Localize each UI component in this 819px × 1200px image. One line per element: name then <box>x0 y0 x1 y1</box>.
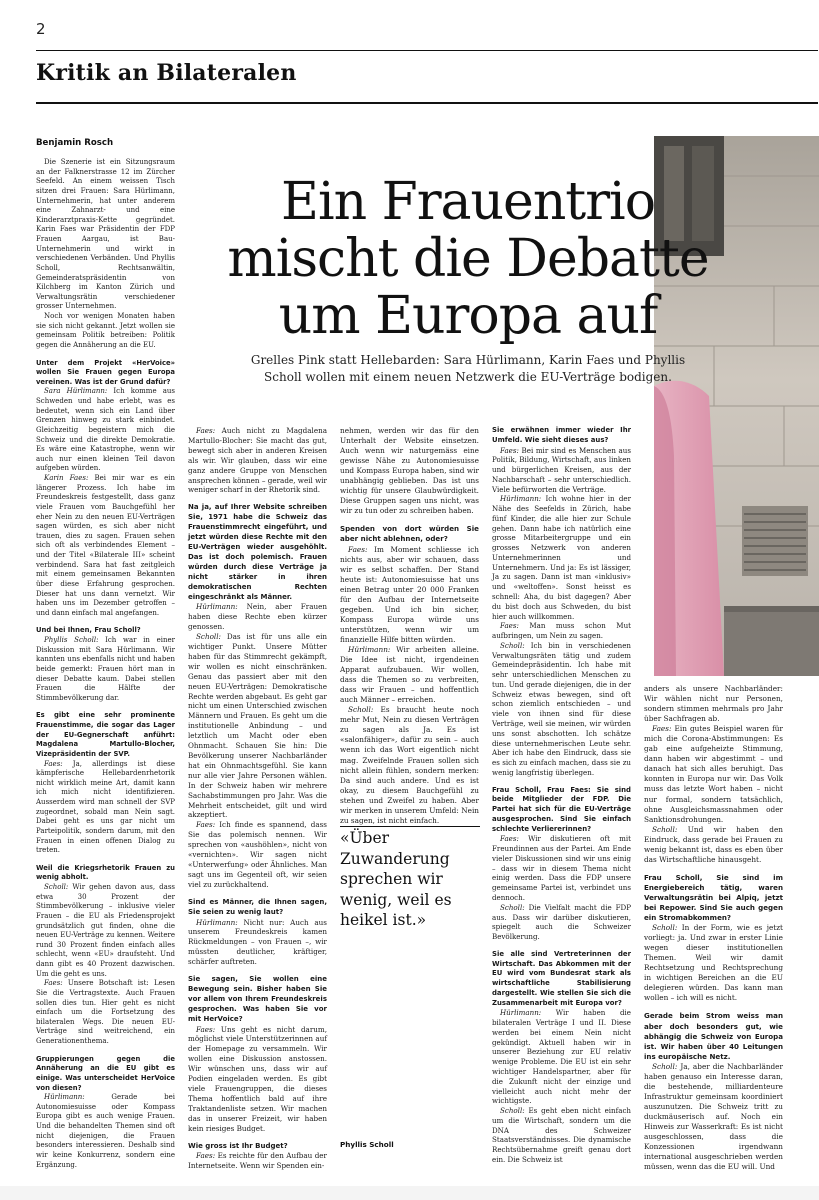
pull-quote: «Über Zuwanderung sprechen wir wenig, weil es heikel ist.» <box>340 829 452 929</box>
speaker-name: Faes: <box>196 820 216 830</box>
answer-text: Die Vielfalt macht die FDP aus. Dass wir darüber diskutieren, spiegelt auch die Schweizer Bevölkerung. <box>492 902 631 942</box>
interview-answer <box>492 494 631 621</box>
speaker-name: Hürlimann: <box>348 644 391 654</box>
speaker-name: Faes: <box>196 1024 216 1034</box>
answer-text: Wir diskutieren oft mit Freundinnen aus der Partei. Am Ende vieler Diskussionen sind wir uns einig – dass wir in diesem Thema nicht einig werden. Dass die FDP unsere gemeinsame Partei ist, verbindet uns dennoch. <box>492 834 631 902</box>
speaker-name: Hürlimann: <box>44 1093 85 1102</box>
article-lead: Grelles Pink statt Hellebarden: Sara Hürlimann, Karin Faes und Phyllis Scholl wollen mit einem neuen Netzwerk die EU-Verträge bodigen. <box>250 353 686 384</box>
interview-answer <box>644 923 783 1003</box>
speaker-name: Scholl: <box>348 705 374 715</box>
interview-answer <box>188 632 327 820</box>
answer-text: Es braucht heute noch mehr Mut, Nein zu diesen Verträgen zu sagen als Ja. Es ist «salonfähiger», dafür zu sein – auch wenn ich das Wort eigentlich nicht mag. Zweifelnde Frauen sollen sich nicht allein fühlen, sondern merken: Da sind auch andere. Und es ist okay, zu diesem Bauchgefühl zu stehen und Zweifel zu haben. Aber wir merken in unserem Umfeld: Nein zu sagen, ist nicht einfach. <box>340 705 479 825</box>
answer-text: Das ist für uns alle ein wichtiger Punkt. Unsere Mütter haben für das Stimmrecht gekämpft, wir wollen es nicht einschränken. Genau das passiert aber mit den neuen EU-Verträgen: Demokratische Rechte werden abgebaut. Es geht gar nicht um einen Unterschied zwischen Männern und Frauen. Es geht um die institutionelle Anbindung – und letztlich um Macht oder eben Ohnmacht. Schauen Sie hin: Die Bevölkerung unserer Nachbarländer hat ein Ohnmachtsgefühl. Sie kann nur alle vier Jahre Personen wählen. In der Schweiz haben wir mehrere Sachabstimmungen pro Jahr. Was die Mehrheit entscheidet, gilt und wird akzeptiert. <box>188 632 327 820</box>
interview-question: Gerade beim Strom weiss man aber doch besonders gut, wie abhängig die Schweiz von Europa ist. Wir haben über 40 Leitungen ins europäische Netz. <box>644 1011 783 1061</box>
speaker-name: Hürlimann: <box>196 917 238 927</box>
interview-answer <box>644 724 783 824</box>
interview-question: Sind es Männer, die Ihnen sagen, Sie seien zu wenig laut? <box>188 897 327 916</box>
answer-text: Ich komme aus Schweden und habe erlebt, was es bedeutet, wenn sich ein Land über Grenzen hinweg zu stark einbindet. Gleichzeitig begeistern mich die Schweiz und die direkte Demokratie. Es wäre eine Katastrophe, wenn wir auch nur einen kleinen Teil davon aufgeben würden. <box>36 387 175 473</box>
interview-question: Spenden von dort würden Sie aber nicht ablehnen, oder? <box>340 524 479 544</box>
page-number: 2 <box>36 20 46 38</box>
answer-text: Auch nicht zu Magdalena Martullo-Blocher: Sie macht das gut, bewegt sich aber in anderen Kreisen als wir. Wir glauben, dass wir eine ganz andere Gruppe von Menschen ansprechen können – gerade, weil wir weniger scharf in der Rhetorik sind. <box>188 426 327 495</box>
speaker-name: Faes: <box>500 621 519 631</box>
answer-text: Nicht nur: Auch aus unserem Freundeskreis kamen Rückmeldungen – von Frauen –, wir müssten deutlicher, kräftiger, schärfer auftreten. <box>188 917 327 967</box>
interview-answer <box>36 1093 175 1170</box>
answer-text: Ein gutes Beispiel waren für mich die Corona-Abstimmungen: Es gab eine aufgeheizte Stimmung, dann haben wir abgestimmt – und danach hat sich alles beruhigt. Das konnten in Europa nur wir. Das Volk muss das letzte Wort haben – nicht nur formal, sondern tatsächlich, ohne Ausgleichsmassnahmen oder Sanktionsdrohungen. <box>644 724 783 824</box>
interview-question: Weil die Kriegsrhetorik Frauen zu wenig abholt. <box>36 863 175 882</box>
interview-answer <box>492 1008 631 1106</box>
speaker-name: Hürlimann: <box>500 1008 542 1018</box>
interview-question: Frau Scholl, Frau Faes: Sie sind beide Mitglieder der FDP. Die Partei hat sich für die EU-Verträge ausgesprochen. Sind Sie einfach schlechte Verliererinnen? <box>492 785 631 833</box>
speaker-name: Scholl: <box>652 824 678 834</box>
speaker-name: Scholl: <box>196 632 221 642</box>
interview-question: Sie alle sind Vertreterinnen der Wirtschaft. Das Abkommen mit der EU wird vom Bundesrat stark als wirtschaftliche Stabilisierung dargestellt. Wie stellen Sie sich die Zusammenarbeit mit Europa vor? <box>492 949 631 1007</box>
speaker-name: Faes: <box>348 544 368 554</box>
speaker-name: Faes: <box>196 1151 216 1161</box>
speaker-name: Faes: <box>652 724 672 734</box>
interview-question: Unter dem Projekt «HerVoice» wollen Sie Frauen gegen Europa vereinen. Was ist der Grund dafür? <box>36 358 175 386</box>
speaker-name: Karin Faes: <box>44 474 89 482</box>
interview-question: Sie erwähnen immer wieder Ihr Umfeld. Wie sieht dieses aus? <box>492 426 631 444</box>
interview-answer <box>492 621 631 641</box>
top-rule <box>36 50 818 51</box>
headline-line-2: mischt die Debatte <box>227 229 709 289</box>
interview-answer <box>492 446 631 495</box>
interview-answer <box>340 545 479 645</box>
interview-question: Sie sagen, Sie wollen eine Bewegung sein. Bisher haben Sie vor allem von Ihrem Freundeskreis gesprochen. Was haben Sie vor mit HerVoice? <box>188 975 327 1023</box>
interview-answer <box>492 903 631 942</box>
body-paragraph: nehmen, werden wir das für den Unterhalt der Website einsetzen. Auch wenn wir naturgemäss eine gewisse Nähe zu Autonomiesuisse und Kompass Europa haben, sind wir unabhängig geblieben. Das ist uns wichtig für unsere Glaubwürdigkeit. Diese Gruppen sagen uns nicht, was wir zu tun oder zu schreiben haben. <box>340 426 479 516</box>
speaker-name: Faes: <box>44 759 63 768</box>
speaker-name: Scholl: <box>652 923 678 933</box>
speaker-name: Phyllis Scholl: <box>44 636 99 644</box>
interview-answer <box>492 834 631 902</box>
author-byline: Benjamin Rosch <box>36 138 114 148</box>
answer-text: Ich wohne hier in der Nähe des Seefelds in Zürich, habe fünf Kinder, die alle hier zur Schule gehen. Dann habe ich natürlich eine grosse Mitarbeitergruppe und ein grosses Netzwerk von anderen Unternehmerinnen und Unternehmern. Und ja: Es ist lässiger, Ja zu sagen. Dann ist man «inklusiv» und «weltoffen». Sonst heisst es schnell: Aha, du bist dagegen? Aber du bist doch aus Schweden, du bist hier auch willkommen. <box>492 494 631 621</box>
body-paragraph: anders als unsere Nachbarländer: Wir wählen nicht nur Personen, sondern stimmen mehrmals pro Jahr über Sachfragen ab. <box>644 684 783 724</box>
body-paragraph: Noch vor wenigen Monaten haben sie sich nicht gekannt. Jetzt wollen sie gemeinsam Politik betreiben: Politik gegen die Annäherung an die EU. <box>36 312 175 349</box>
answer-text: Wir haben die bilateralen Verträge I und II. Diese werden bei einem Nein nicht gekündigt. Aktuell haben wir in unserer Beziehung zur EU relativ wenige Probleme. Die EU ist ein sehr wichtiger Handelspartner, aber für die Zukunft nicht der einzige und vielleicht auch nicht mehr der wichtigste. <box>492 1008 631 1106</box>
speaker-name: Faes: <box>500 445 519 455</box>
page-bottom-edge <box>0 1186 819 1200</box>
speaker-name: Scholl: <box>500 1106 525 1116</box>
answer-text: Uns geht es nicht darum, möglichst viele Unterstützerinnen auf der Homepage zu versammeln. Wir wollen eine Diskussion anstossen. Wir wünschen uns, dass wir auf Podien eingeladen werden. Es gibt viele Frauengruppen, die dieses Thema hoffentlich bald auf ihre Traktandenliste setzen. Wir machen das in unserer Freizeit, wir haben kein riesiges Budget. <box>188 1024 327 1133</box>
interview-answer <box>492 1106 631 1165</box>
interview-question: Es gibt eine sehr prominente Frauenstimme, die sogar das Lager der EU-Gegnerschaft anführt: Magdalena Martullo-Blocher, Vizepräsidentin der SVP. <box>36 711 175 758</box>
interview-answer <box>36 979 175 1046</box>
answer-text: Ja, allerdings ist diese kämpferische Hellebardenrhetorik nicht wirklich meine Art, damit kann ich mich nicht identifizieren. Ausserdem wird man schnell der SVP zugeordnet, sobald man Nein sagt. Dabei geht es uns gar nicht um Parteipolitik, sondern darum, mit den Frauen in einen offenen Dialog zu treten. <box>36 759 175 855</box>
section-rule <box>36 102 818 104</box>
answer-text: Wir gehen davon aus, dass etwa 30 Prozent der Stimmbevölkerung – inklusive vieler Frauen – die EU als Friedensprojekt grundsätzlich gut finden, ohne die neuen EU-Verträge zu kennen. Weitere rund 30 Prozent finden einfach alles schlecht, wenn «EU» draufsteht. Und dann gibt es 40 Prozent dazwischen. Um die geht es uns. <box>36 883 175 978</box>
text-column-4 <box>492 426 631 1165</box>
article-headline <box>218 174 718 345</box>
interview-answer <box>644 825 783 865</box>
speaker-name: Scholl: <box>500 640 525 650</box>
interview-question: Frau Scholl, Sie sind im Energiebereich tätig, waren Verwaltungsrätin bei Alpiq, jetzt bei Repower. Sind Sie auch gegen ein Stromabkommen? <box>644 872 783 923</box>
answer-text: Und wir haben den Eindruck, dass gerade bei Frauen zu wenig bekannt ist, dass es eben über das Wirtschaftliche hinausgeht. <box>644 824 783 864</box>
interview-answer <box>36 474 175 618</box>
headline-line-3: um Europa auf <box>278 286 658 346</box>
answer-text: Ich bin in verschiedenen Verwaltungsräten tätig und zudem Gemeindepräsidentin. Ich habe mit sehr unterschiedlichen Menschen zu tun. Und gerade diejenigen, die in der Schweiz etwas bewegen, sind oft schon ziemlich entschieden – und viele von ihnen sind für diese Verträge, weil sie meinen, wir würden uns sonst abschotten. Ich schätze diese unternehmerischen Leute sehr. Aber ich habe den Eindruck, dass sie es sich zu einfach machen, dass sie zu wenig langfristig überlegen. <box>492 640 631 777</box>
answer-text: Ich war in einer Diskussion mit Sara Hürlimann. Wir kannten uns ebenfalls nicht und haben beide gemerkt: Frauen hört man in dieser Debatte kaum. Dabei stellen Frauen die Hälfte der Stimmbevölkerung dar. <box>36 636 175 702</box>
speaker-name: Scholl: <box>500 902 525 912</box>
speaker-name: Hürlimann: <box>196 602 238 612</box>
interview-answer <box>492 641 631 778</box>
speaker-name: Hürlimann: <box>500 494 542 504</box>
headline-line-1: Ein Frauentrio <box>281 172 655 232</box>
interview-answer <box>188 1025 327 1134</box>
answer-text: Man muss schon Mut aufbringen, um Nein zu sagen. <box>492 621 631 641</box>
answer-text: Bei mir war es ein längerer Prozess. Ich habe im Freundeskreis festgestellt, dass ganz viele Frauen vom Bauchgefühl her eher Nein zu den neuen EU-Verträgen sagen würden, es sich aber nicht trauen, dies zu sagen. Frauen sehen sich oft als verbindendes Element – und der Titel «Bilaterale III» scheint verbindend. Sara hat fast zeitgleich mit einem gemeinsamen Bekannten über diese Erfahrung gesprochen. Dieser hat uns dann vernetzt. Wir haben uns im Dezember getroffen – und dann einfach mal angefangen. <box>36 474 175 617</box>
interview-answer <box>340 705 479 826</box>
interview-answer <box>36 636 175 703</box>
interview-question: Gruppierungen gegen die Annäherung an die EU gibt es einige. Was unterscheidet HerVoice von diesen? <box>36 1054 175 1092</box>
answer-text: Im Moment schliesse ich nichts aus, aber wir schauen, dass wir es selbst schaffen. Der Stand heute ist: Autonomiesuisse hat uns einen Betrag unter 20 000 Franken für den Aufbau der Internetseite gegeben. Und ich bin sicher, Kompass Europa würde uns unterstützen, wenn wir um finanzielle Hilfe bitten würden. <box>340 544 479 644</box>
speaker-name: Faes: <box>196 426 216 435</box>
speaker-name: Faes: <box>44 979 63 988</box>
speaker-name: Scholl: <box>44 883 69 891</box>
body-paragraph: Die Szenerie ist ein Sitzungsraum an der Falknerstrasse 12 im Zürcher Seefeld. An einem weissen Tisch sitzen drei Frauen: Sara Hürlimann, Unternehmerin, hat unter anderem eine Zahnarzt- und eine Kinderarztpraxis-Kette gegründet. Karin Faes war Präsidentin der FDP Frauen Aargau, ist Bau-Unternehmerin und wirkt in verschiedenen Verbänden. Und Phyllis Scholl, Rechtsanwältin, Gemeinderatspräsidentin von Kilchberg im Kanton Zürich und Verwaltungsrätin verschiedener grosser Unternehmen. <box>36 158 175 311</box>
interview-answer <box>188 820 327 889</box>
text-column-3 <box>340 426 479 826</box>
answer-text: Ich finde es spannend, dass Sie das polemisch nennen. Wir sprechen von «aushöhlen», nicht von «vernichten». Wir sagen nicht «Unterwerfung» oder Ähnliches. Man sagt uns im Gegenteil oft, wir seien viel zu zurückhaltend. <box>188 820 327 889</box>
speaker-name: Scholl: <box>652 1061 678 1071</box>
answer-text: Gerade bei Autonomiesuisse oder Kompass Europa gibt es auch wenige Frauen. Und die behandelten Themen sind oft nicht diejenigen, die Frauen besonders interessieren. Deshalb sind wir keine Konkurrenz, sondern eine Ergänzung. <box>36 1093 175 1169</box>
interview-question: Na ja, auf Ihrer Website schreiben Sie, 1971 habe die Schweiz das Frauenstimmrecht eingeführt, und jetzt würden diese Rechte mit den EU-Verträgen wieder ausgehöhlt. Das ist doch polemisch. Frauen würden durch diese Verträge ja nicht stärker in ihren demokratischen Rechten eingeschränkt als Männer. <box>188 503 327 601</box>
interview-answer <box>188 602 327 632</box>
answer-text: Ja, aber die Nachbarländer haben genauso ein Interesse daran, die bestehende, milliardenteure Infrastruktur gemeinsam koordiniert auszunutzen. Die Schweiz tritt zu duckmäuserisch auf. Noch ein Hinweis zur Wasserkraft: Es ist nicht ausgeschlossen, dass die Konzessionen irgendwann international ausgeschrieben werden müssen, wenn das die EU will. Und <box>644 1061 783 1172</box>
interview-question: Und bei Ihnen, Frau Scholl? <box>36 626 141 635</box>
interview-answer <box>188 1151 327 1171</box>
interview-answer <box>36 883 175 979</box>
speaker-name: Sara Hürlimann: <box>44 387 108 396</box>
text-column-5 <box>644 684 783 1172</box>
interview-question: Wie gross ist Ihr Budget? <box>188 1141 288 1150</box>
text-column-1 <box>36 158 175 1170</box>
answer-text: In der Form, wie es jetzt vorliegt: ja. Und zwar in erster Linie wegen dieser institutionellen Themen. Weil wir damit Rechtsetzung und Rechtsprechung in wichtigen Bereichen an die EU delegieren würden. Das kann man wollen – ich will es nicht. <box>644 923 783 1003</box>
answer-text: Wir arbeiten alleine. Die Idee ist nicht, irgendeinen Apparat aufzubauen. Wir wollen, dass die Themen so zu verbreiten, dass wir Frauen – und hoffentlich auch Männer – erreichen. <box>340 644 479 705</box>
section-title: Kritik an Bilateralen <box>36 60 297 86</box>
interview-answer <box>644 1062 783 1173</box>
text-column-2 <box>188 426 327 1171</box>
interview-answer <box>340 645 479 705</box>
answer-text: Unsere Botschaft ist: Lesen Sie die Vertragstexte. Auch Frauen sollen dies tun. Hier geht es nicht einfach um die Fortsetzung des bilateralen Wegs. Die neuen EU-Verträge sind weitreichend, ein Generationenthema. <box>36 979 175 1045</box>
interview-answer <box>188 918 327 968</box>
interview-answer <box>36 387 175 474</box>
photo-credit: Phyllis Scholl <box>340 1140 394 1149</box>
answer-text: Nein, aber Frauen haben diese Rechte eben kürzer genossen. <box>188 602 327 632</box>
interview-answer <box>36 760 175 856</box>
pull-quote-rule <box>340 826 480 827</box>
answer-text: Es reichte für den Aufbau der Internetseite. Wenn wir Spenden ein- <box>188 1151 327 1171</box>
answer-text: Bei mir sind es Menschen aus Politik, Bildung, Wirtschaft, aus linken und bürgerlichen Kreisen, aus der Nachbarschaft – sehr unterschiedlich. Viele befürworten die Verträge. <box>492 445 631 494</box>
speaker-name: Faes: <box>500 834 519 844</box>
answer-text: Es geht eben nicht einfach um die Wirtschaft, sondern um die DNA des Schweizer Staatsverständnisses. Die dynamische Rechtsübernahme greift genau dort ein. Die Schweiz ist <box>492 1106 631 1164</box>
interview-answer <box>188 426 327 495</box>
